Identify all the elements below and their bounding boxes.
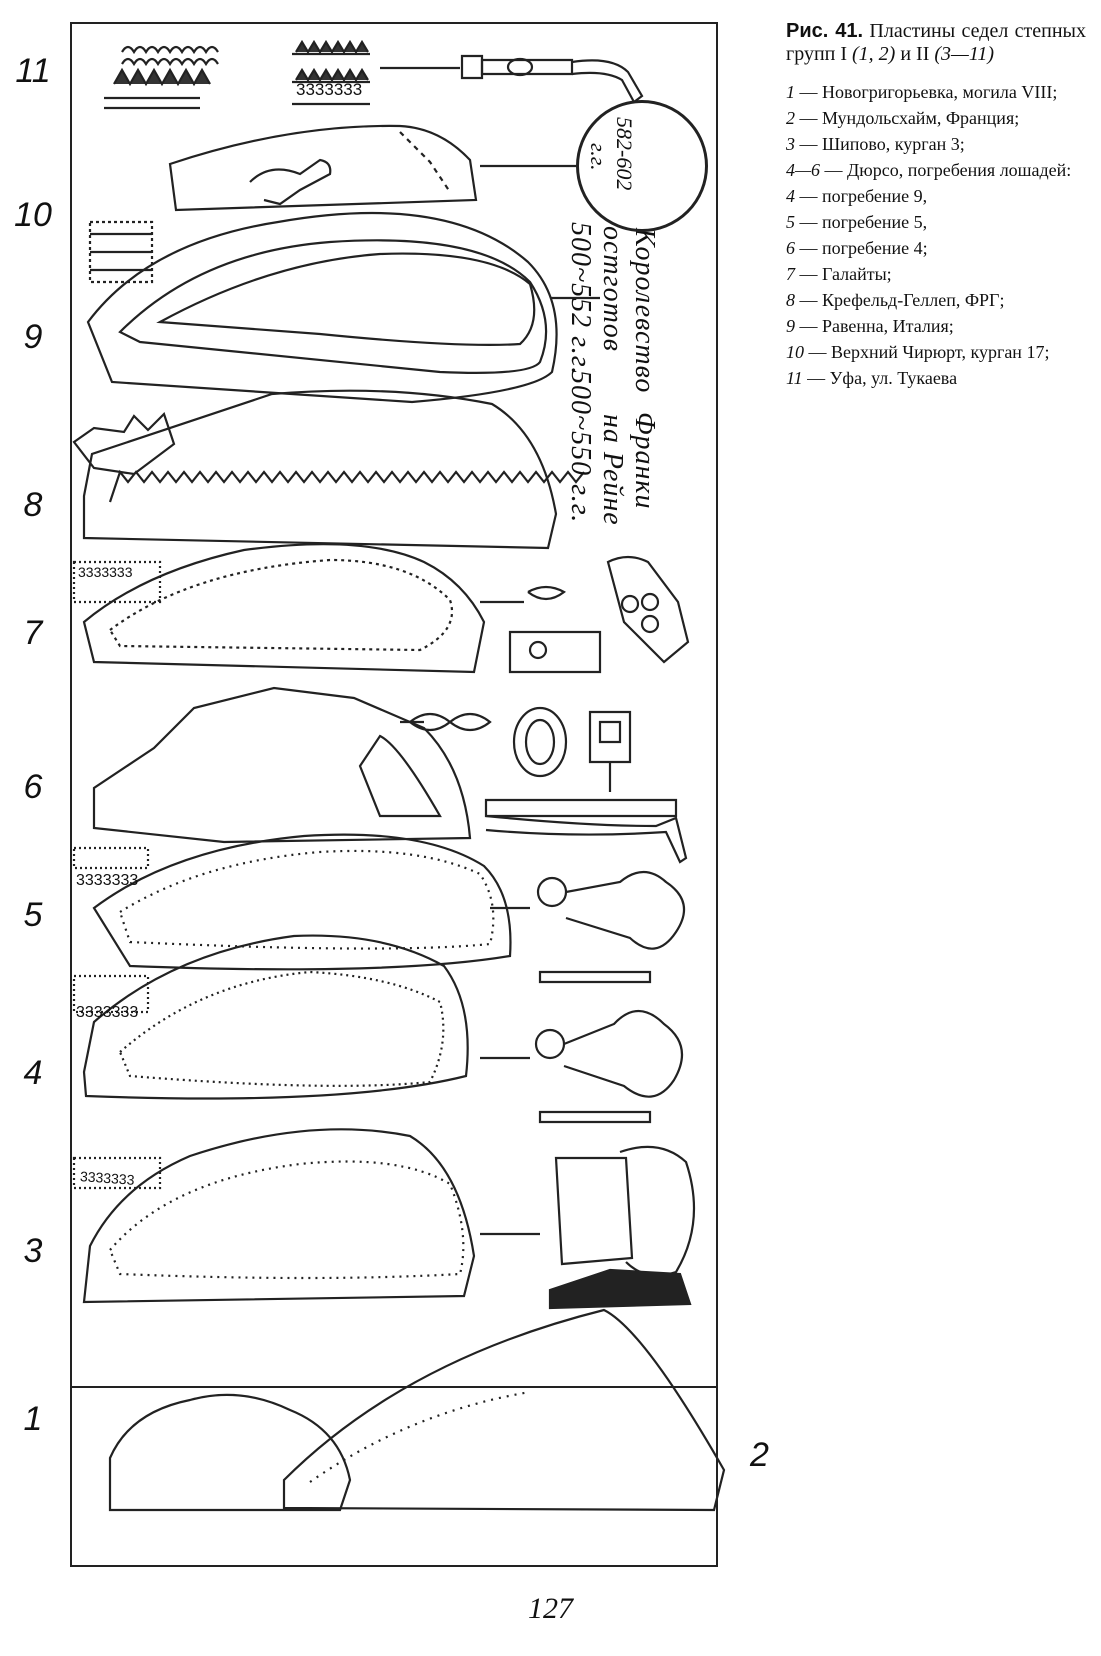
frank-annotation-line1: Франки	[629, 412, 660, 510]
figure-title-text: Пластины седел степных групп I	[786, 20, 1086, 65]
legend-item: 1 — Новогригорьевка, могила VIII;	[786, 82, 1058, 102]
frank-annotation-line3: 500~550 г.г.	[565, 370, 596, 524]
row-label-6: 6	[23, 768, 43, 806]
figure-number: Рис. 41.	[786, 20, 864, 42]
goth-annotation-line1: Королевство	[629, 228, 660, 394]
row-label-9: 9	[23, 318, 43, 356]
figure-title-group1: (1, 2)	[852, 43, 896, 65]
goth-annotation-line3: 500~552 г.г.	[565, 222, 596, 376]
pattern-label-row4: 3333333	[76, 1004, 139, 1021]
row-label-10: 10	[14, 196, 52, 234]
row-label-5: 5	[23, 896, 43, 934]
pattern-label-row11: 3333333	[296, 80, 363, 99]
row-label-7: 7	[23, 614, 43, 652]
legend-item: 10 — Верхний Чирюрт, курган 17;	[786, 342, 1050, 362]
legend-item: 4—6 — Дюрсо, погребения лошадей:	[786, 160, 1072, 180]
row-label-4: 4	[23, 1054, 43, 1092]
pattern-label-row7: 3333333	[78, 564, 133, 580]
legend-item: 7 — Галайты;	[786, 264, 892, 284]
frank-annotation-line2: на Рейне	[597, 414, 628, 526]
legend-item: 11 — Уфа, ул. Тукаева	[786, 368, 958, 388]
figure-legend	[786, 82, 1086, 389]
legend-item: 3 — Шипово, курган 3;	[786, 134, 965, 154]
circle-annotation-line2: г.г.	[586, 143, 611, 171]
goth-annotation-line2: остготов	[597, 226, 628, 352]
plate-label-2: 2	[750, 1436, 769, 1474]
row-label-8: 8	[23, 486, 43, 524]
legend-item: 9 — Равенна, Италия;	[786, 316, 954, 336]
circle-annotation-line1: 582-602	[612, 117, 637, 191]
figure-caption	[786, 20, 1086, 394]
figure-title-group2: (3—11)	[934, 43, 994, 65]
pattern-label-row5: 3333333	[76, 872, 139, 889]
legend-item: 8 — Крефельд-Геллеп, ФРГ;	[786, 290, 1005, 310]
page-number: 127	[528, 1592, 573, 1625]
figure-title	[786, 20, 1086, 66]
legend-item: 4 — погребение 9,	[786, 186, 928, 206]
row-label-3: 3	[23, 1232, 43, 1270]
pattern-label-row3: 3333333	[79, 1168, 136, 1188]
row-label-1: 1	[23, 1400, 43, 1438]
legend-item: 5 — погребение 5,	[786, 212, 928, 232]
figure-title-mid: и II	[895, 43, 935, 65]
legend-item: 2 — Мундольсхайм, Франция;	[786, 108, 1020, 128]
date-circle	[576, 100, 708, 232]
legend-item: 6 — погребение 4;	[786, 238, 928, 258]
row-label-11: 11	[15, 52, 51, 90]
